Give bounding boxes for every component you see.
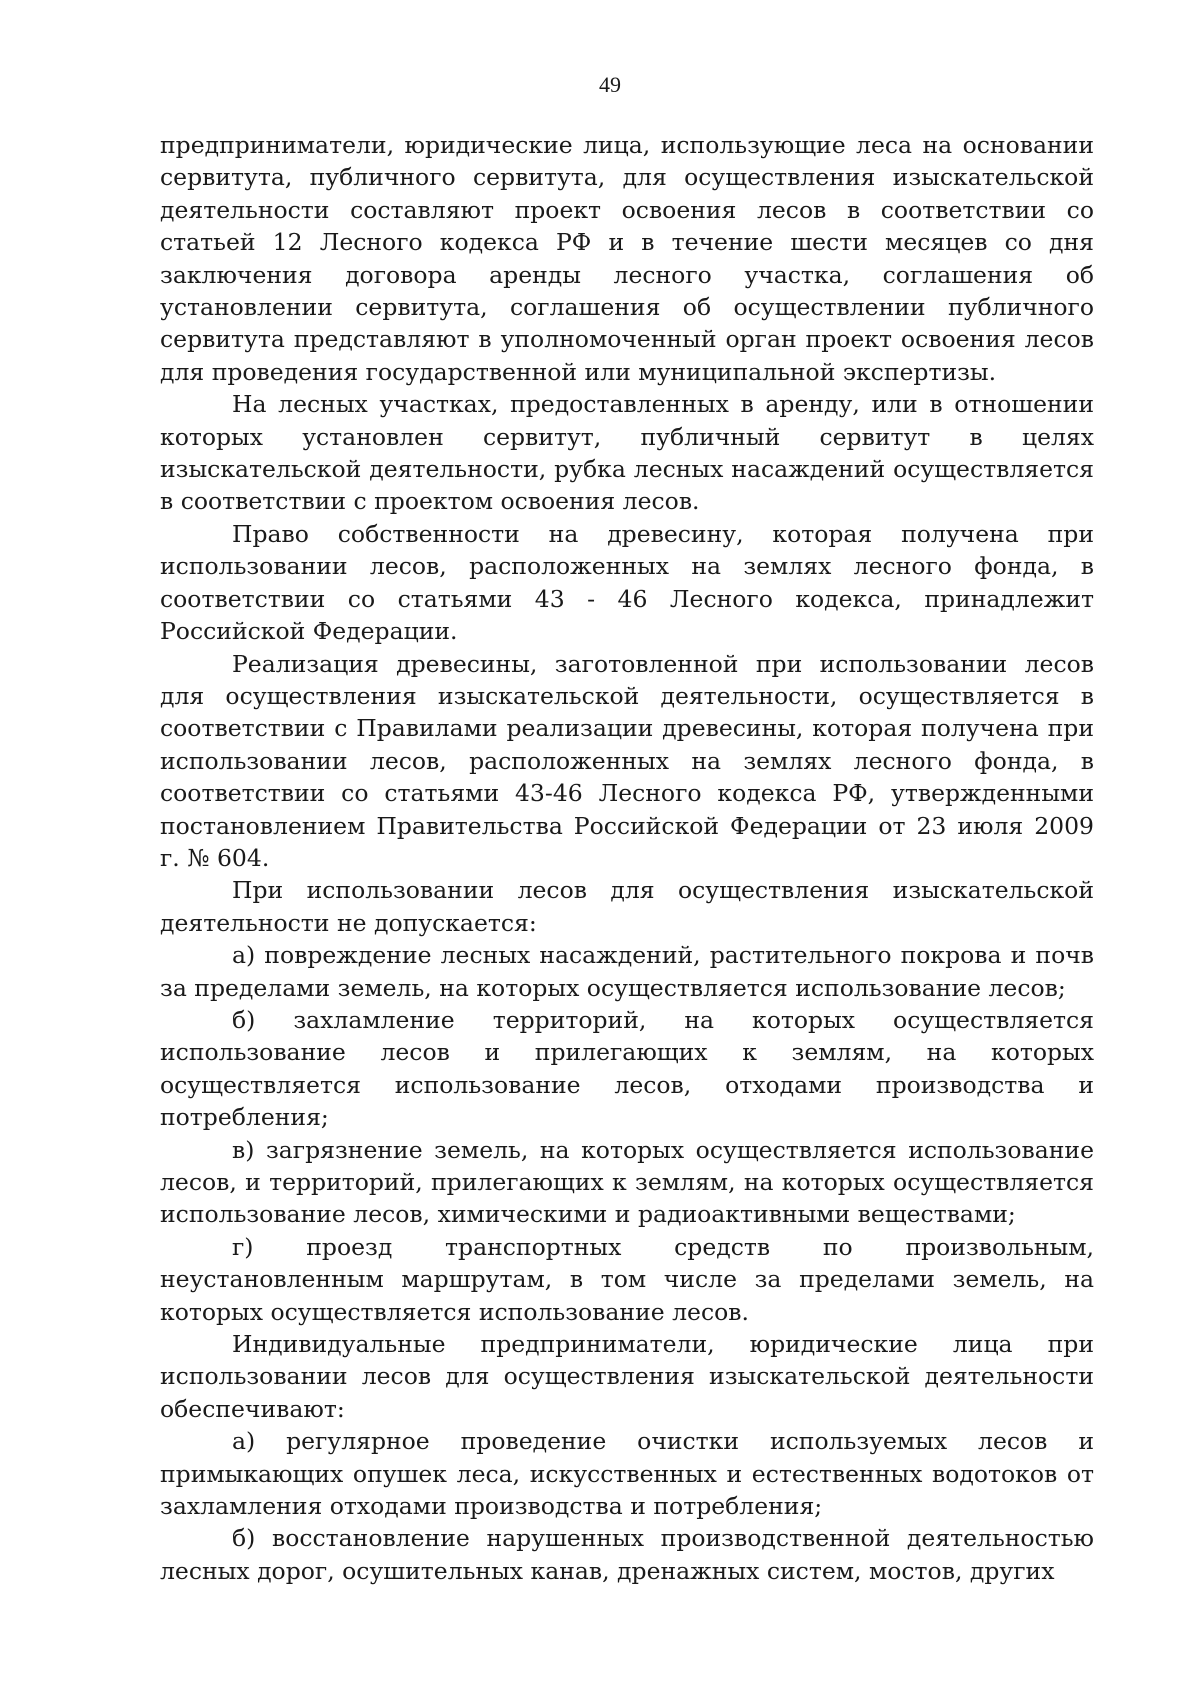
- page-number: 49: [599, 72, 621, 97]
- list-item-v-pollution: в) загрязнение земель, на которых осуществляется использование лесов, и территорий, прилегающих к землям, на которых осуществляется использование лесов, химическими и радиоактивными веществами;: [160, 1135, 1094, 1229]
- paragraph-logging-on-plots: На лесных участках, предоставленных в аренду, или в отношении которых установлен сервитут, публичный сервитут в целях изыскательской деятельности, рубка лесных насаждений осуществляется в соответствии с проектом освоения лесов.: [160, 390, 1094, 516]
- paragraph-wood-ownership: Право собственности на древесину, которая получена при использовании лесов, расположенных на землях лесного фонда, в соответствии со статьями 43 - 46 Лесного кодекса, принадлежит Российской Федерации.: [160, 519, 1094, 646]
- paragraph-not-allowed-intro: При использовании лесов для осуществления изыскательской деятельности не допускается:: [160, 876, 1094, 937]
- document-body: [160, 129, 1094, 1587]
- paragraph-wood-sale: Реализация древесины, заготовленной при использовании лесов для осуществления изыскательской деятельности, осуществляется в соответствии с Правилами реализации древесины, которая получена при использовании лесов, расположенных на землях лесного фонда, в соответствии со статьями 43-46 Лесного кодекса РФ, утвержденными постановлением Правительства Российской Федерации от 23 июля 2009 г. № 604.: [160, 649, 1094, 872]
- list-item-a-cleaning: а) регулярное проведение очистки используемых лесов и примыкающих опушек леса, искусственных и естественных водотоков от захламления отходами производства и потребления;: [160, 1427, 1094, 1521]
- list-item-a-damage: а) повреждение лесных насаждений, растительного покрова и почв за пределами земель, на которых осуществляется использование лесов;: [160, 941, 1094, 1002]
- paragraph-obligations-intro: Индивидуальные предприниматели, юридические лица при использовании лесов для осуществления изыскательской деятельности обеспечивают:: [160, 1330, 1094, 1423]
- list-item-b-littering: б) захламление территорий, на которых осуществляется использование лесов и прилегающих к землям, на которых осуществляется использование лесов, отходами производства и потребления;: [160, 1005, 1094, 1132]
- paragraph-continuation: предприниматели, юридические лица, использующие леса на основании сервитута, публичного сервитута, для осуществления изыскательской деятельности составляют проект освоения лесов в соответствии со статьей 12 Лесного кодекса РФ и в течение шести месяцев со дня заключения договора аренды лесного участка, соглашения об установлении сервитута, соглашения об осуществлении публичного сервитута представляют в уполномоченный орган проект освоения лесов для проведения государственной или муниципальной экспертизы.: [160, 131, 1094, 386]
- list-item-b-restoration: б) восстановление нарушенных производственной деятельностью лесных дорог, осушительных канав, дренажных систем, мостов, других: [160, 1524, 1094, 1585]
- list-item-g-vehicles: г) проезд транспортных средств по произвольным, неустановленным маршрутам, в том числе за пределами земель, на которых осуществляется использование лесов.: [160, 1232, 1094, 1326]
